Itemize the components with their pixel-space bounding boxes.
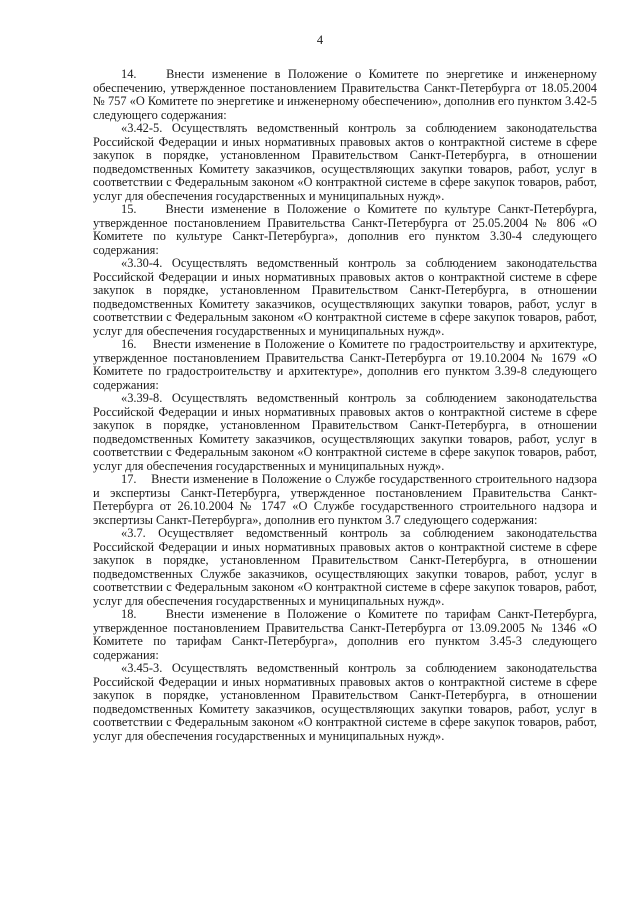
paragraph-item-18: 18. Внести изменение в Положение о Комитете по тарифам Санкт-Петербурга, утвержденное постановлением Правительства Санкт-Петербурга от 13.09.2005 № 1346 «О Комитете по тарифам Санкт-Петербурга», дополнив его пунктом 3.45-3 следующего содержания: (93, 607, 597, 662)
paragraph-clause-3-7: «3.7. Осуществляет ведомственный контроль за соблюдением законодательства Российской Федерации и иных нормативных правовых актов о контрактной системе в сфере закупок в порядке, установленном Правительством Санкт-Петербурга, в отношении подведомственных Службе заказчиков, осуществляющих закупки товаров, работ, услуг в соответствии с Федеральным законом «О контрактной системе в сфере закупок товаров, работ, услуг для обеспечения государственных и муниципальных нужд». (93, 526, 597, 608)
paragraph-clause-3-45-3: «3.45-3. Осуществлять ведомственный контроль за соблюдением законодательства Российской Федерации и иных нормативных правовых актов о контрактной системе в сфере закупок в порядке, установленном Правительством Санкт-Петербурга, в отношении подведомственных Комитету заказчиков, осуществляющих закупки товаров, работ, услуг в соответствии с Федеральным законом «О контрактной системе в сфере закупок товаров, работ, услуг для обеспечения государственных и муниципальных нужд». (93, 661, 597, 743)
paragraph-clause-3-30-4: «3.30-4. Осуществлять ведомственный контроль за соблюдением законодательства Российской Федерации и иных нормативных правовых актов о контрактной системе в сфере закупок в порядке, установленном Правительством Санкт-Петербурга, в отношении подведомственных Комитету заказчиков, осуществляющих закупки товаров, работ, услуг в соответствии с Федеральным законом «О контрактной системе в сфере закупок товаров, работ, услуг для обеспечения государственных и муниципальных нужд». (93, 256, 597, 338)
paragraph-item-14: 14. Внести изменение в Положение о Комитете по энергетике и инженерному обеспечению, утвержденное постановлением Правительства Санкт-Петербурга от 18.05.2004 № 757 «О Комитете по энергетике и инженерному обеспечению», дополнив его пунктом 3.42-5 следующего содержания: (93, 67, 597, 122)
paragraph-item-15: 15. Внести изменение в Положение о Комитете по культуре Санкт-Петербурга, утвержденное постановлением Правительства Санкт-Петербурга от 25.05.2004 № 806 «О Комитете по культуре Санкт-Петербурга», дополнив его пунктом 3.30-4 следующего содержания: (93, 202, 597, 257)
document-body (93, 68, 597, 743)
paragraph-item-16: 16. Внести изменение в Положение о Комитете по градостроительству и архитектуре, утвержденное постановлением Правительства Санкт-Петербурга от 19.10.2004 № 1679 «О Комитете по градостроительству и архитектуре», дополнив его пунктом 3.39-8 следующего содержания: (93, 337, 597, 392)
page-number: 4 (316, 33, 324, 47)
paragraph-clause-3-42-5: «3.42-5. Осуществлять ведомственный контроль за соблюдением законодательства Российской Федерации и иных нормативных правовых актов о контрактной системе в сфере закупок в порядке, установленном Правительством Санкт-Петербурга, в отношении подведомственных Комитету заказчиков, осуществляющих закупки товаров, работ, услуг в соответствии с Федеральным законом «О контрактной системе в сфере закупок товаров, работ, услуг для обеспечения государственных и муниципальных нужд». (93, 121, 597, 203)
paragraph-item-17: 17. Внести изменение в Положение о Службе государственного строительного надзора и экспертизы Санкт-Петербурга, утвержденное постановлением Правительства Санкт-Петербурга от 26.10.2004 № 1747 «О Службе государственного строительного надзора и экспертизы Санкт-Петербурга», дополнив его пунктом 3.7 следующего содержания: (93, 472, 597, 527)
paragraph-clause-3-39-8: «3.39-8. Осуществлять ведомственный контроль за соблюдением законодательства Российской Федерации и иных нормативных правовых актов о контрактной системе в сфере закупок в порядке, установленном Правительством Санкт-Петербурга, в отношении подведомственных Комитету заказчиков, осуществляющих закупки товаров, работ, услуг в соответствии с Федеральным законом «О контрактной системе в сфере закупок товаров, работ, услуг для обеспечения государственных и муниципальных нужд». (93, 391, 597, 473)
